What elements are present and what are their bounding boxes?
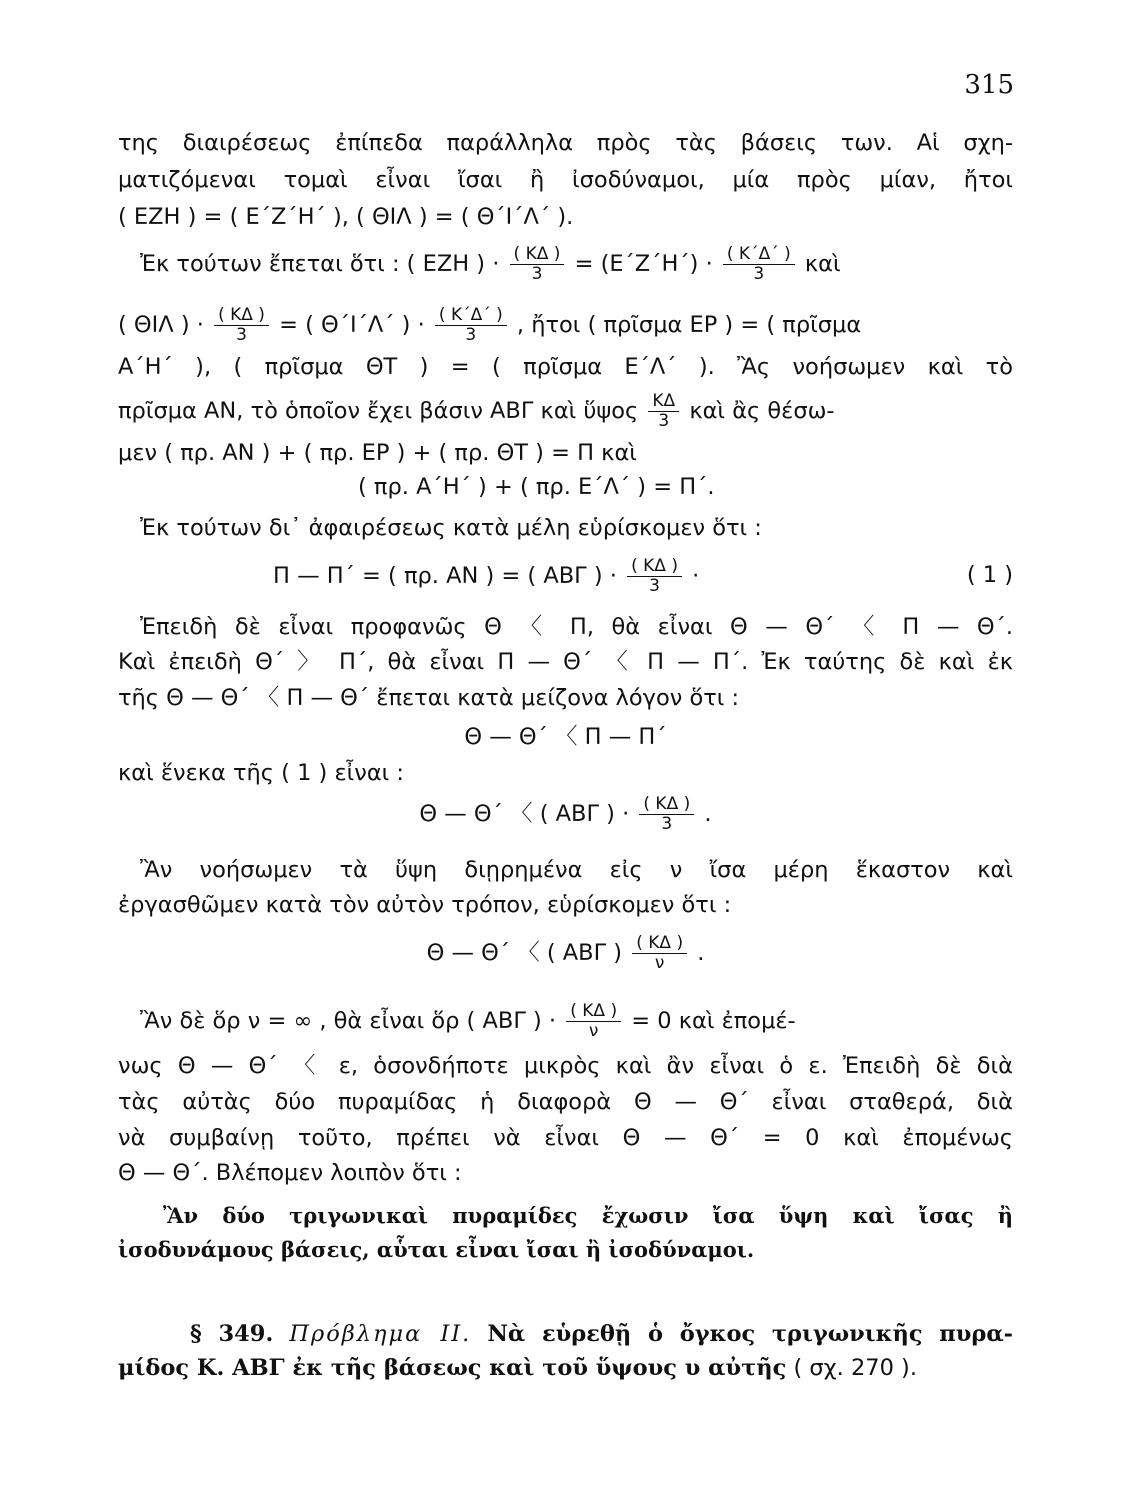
text-line-23: τὰς αὐτὰς δύο πυραμίδας ἡ διαφορὰ Θ — Θ΄ εἶναι σταθερά, διὰ — [118, 1089, 1013, 1115]
text-line-10: Ἐκ τούτων δι᾽ ἀφαιρέσεως κατὰ μέλη εὑρίσκομεν ὅτι : — [140, 515, 762, 541]
fraction-numerator: ( Κ΄Δ΄ ) — [723, 246, 795, 265]
text-line-16: καὶ ἕνεκα τῆς ( 1 ) εἶναι : — [118, 760, 405, 786]
eq17-part-a: Θ — Θ΄ 〈 ( ΑΒΓ ) · — [419, 801, 630, 827]
fraction-denominator: 3 — [661, 814, 673, 834]
line7-part-b: καὶ ἂς θέσω- — [689, 398, 835, 424]
fraction-denominator: 3 — [236, 325, 247, 345]
eq4-part-b: = (Ε΄Ζ΄Η΄) · — [574, 251, 713, 277]
page-number: 315 — [964, 70, 1014, 100]
eq21-part-b: = 0 καὶ ἐπομέ- — [631, 1008, 796, 1034]
text-line-12: Ἐπειδὴ δὲ εἶναι προφανῶς Θ 〈 Π, θὰ εἶναι Θ — Θ΄ 〈 Π — Θ΄. — [140, 614, 1013, 640]
text-line-15: Θ — Θ΄ 〈 Π — Π΄ — [464, 724, 667, 750]
fraction-numerator: ( ΚΔ ) — [214, 307, 269, 326]
fraction-kd-plain-3 — [648, 393, 679, 430]
fraction-denominator: 3 — [658, 411, 670, 431]
fraction-kdp-3 — [723, 246, 795, 283]
fraction-kd-3 — [510, 246, 565, 283]
problem-statement-part-1: Νὰ εὑρεθῇ ὁ ὄγκος τριγωνικῆς πυρα- — [487, 1321, 1014, 1347]
figure-reference: ( σχ. 270 ). — [793, 1355, 917, 1381]
text-line-2: ματιζόμεναι τομαὶ εἶναι ἴσαι ἢ ἰσοδύναμοι, μία πρὸς μίαν, ἤτοι — [118, 167, 1013, 193]
fraction-kdp-3 — [435, 307, 507, 344]
fraction-kd-3 — [639, 796, 694, 833]
fraction-denominator: ν — [654, 953, 665, 973]
theorem-line-1: Ἂν δύο τριγωνικαὶ πυραμίδες ἔχωσιν ἴσα ὕψη καὶ ἴσας ἢ — [163, 1203, 1013, 1228]
text-line-25: Θ — Θ΄. Βλέπομεν λοιπὸν ὅτι : — [118, 1160, 462, 1186]
eq4-part-a: Ἐκ τούτων ἔπεται ὅτι : ( ΕΖΗ ) · — [140, 251, 500, 277]
theorem-line-2: ἰσοδυνάμους βάσεις, αὗται εἶναι ἴσαι ἢ ἰσοδύναμοι. — [118, 1237, 755, 1262]
text-line-14: τῆς Θ — Θ΄ 〈 Π — Θ΄ ἔπεται κατὰ μείζονα λόγον ὅτι : — [118, 685, 740, 711]
fraction-numerator: ( ΚΔ ) — [510, 246, 565, 265]
fraction-denominator: 3 — [531, 264, 543, 284]
text-line-19: ἐργασθῶμεν κατὰ τὸν αὐτὸν τρόπον, εὑρίσκομεν ὅτι : — [118, 892, 732, 918]
fraction-denominator: ν — [588, 1021, 599, 1041]
problem-title: Πρόβλημα ΙΙ. — [289, 1321, 472, 1347]
fraction-numerator: ( ΚΔ ) — [639, 796, 694, 815]
eq4-part-c: καὶ — [804, 251, 841, 277]
eq20-part-a: Θ — Θ΄ 〈 ( ΑΒΓ ) — [426, 940, 623, 966]
problem-statement-line-2 — [118, 1351, 1013, 1385]
eq11-part-a: Π — Π΄ = ( πρ. ΑΝ ) = ( ΑΒΓ ) · — [273, 563, 617, 589]
text-line-8: μεν ( πρ. ΑΝ ) + ( πρ. ΕΡ ) + ( πρ. ΘΤ ) = Π καὶ — [118, 440, 637, 466]
text-line-18: Ἂν νοήσωμεν τὰ ὕψη διῃρημένα εἰς ν ἴσα μέρη ἕκαστον καὶ — [140, 857, 1013, 883]
equation-line-4 — [118, 246, 1013, 283]
fraction-kd-3 — [627, 558, 682, 595]
eq17-part-b: . — [704, 801, 712, 827]
fraction-denominator: 3 — [649, 576, 660, 596]
text-line-24: νὰ συμβαίνῃ τοῦτο, πρέπει νὰ εἶναι Θ — Θ΄ = 0 καὶ ἐπομένως — [118, 1125, 1013, 1151]
eq21-part-a: Ἂν δὲ ὅρ ν = ∞ , θὰ εἶναι ὅρ ( ΑΒΓ ) · — [140, 1008, 557, 1034]
equation-line-20 — [118, 935, 1013, 972]
fraction-numerator: ( ΚΔ ) — [632, 935, 687, 954]
equation-number: ( 1 ) — [966, 562, 1013, 588]
eq5-part-c: , ἤτοι ( πρῖσμα ΕΡ ) = ( πρῖσμα — [516, 312, 862, 338]
fraction-numerator: ΚΔ — [648, 393, 679, 412]
equation-line-17 — [118, 796, 1013, 833]
eq5-part-b: = ( Θ΄Ι΄Λ΄ ) · — [279, 312, 425, 338]
text-line-1: της διαιρέσεως ἐπίπεδα παράλληλα πρὸς τὰς βάσεις των. Αἱ σχη- — [118, 130, 1013, 156]
equation-line-21 — [118, 1003, 1013, 1040]
eq11-part-b: · — [692, 563, 700, 589]
equation-line-5 — [118, 307, 1013, 344]
fraction-kd-3 — [214, 307, 269, 344]
fraction-denominator: 3 — [753, 264, 765, 284]
fraction-kd-nu — [632, 935, 687, 972]
fraction-numerator: ( ΚΔ ) — [627, 558, 682, 577]
fraction-kd-nu — [566, 1003, 621, 1040]
text-line-9: ( πρ. Α΄Η΄ ) + ( πρ. Ε΄Λ΄ ) = Π΄. — [358, 474, 715, 500]
eq20-part-b: . — [697, 940, 705, 966]
eq5-part-a: ( ΘΙΛ ) · — [118, 312, 204, 338]
text-line-3: ( ΕΖΗ ) = ( Ε΄Ζ΄Η΄ ), ( ΘΙΛ ) = ( Θ΄Ι΄Λ΄ ). — [118, 204, 574, 230]
text-line-6: Α΄Η΄ ), ( πρῖσμα ΘΤ ) = ( πρῖσμα Ε΄Λ΄ ). Ἂς νοήσωμεν καὶ τὸ — [118, 354, 1013, 380]
equation-line-11 — [118, 558, 1013, 595]
text-line-7 — [118, 393, 1013, 430]
problem-statement-part-2: μίδος Κ. ΑΒΓ ἐκ τῆς βάσεως καὶ τοῦ ὕψους υ αὐτῆς — [118, 1355, 787, 1381]
fraction-numerator: ( ΚΔ ) — [566, 1003, 621, 1022]
section-number: § 349. — [190, 1321, 274, 1347]
section-heading-line — [118, 1317, 1013, 1351]
line7-part-a: πρῖσμα ΑΝ, τὸ ὁποῖον ἔχει βάσιν ΑΒΓ καὶ ὕψος — [118, 398, 639, 424]
fraction-denominator: 3 — [465, 325, 477, 345]
text-line-13: Καὶ ἐπειδὴ Θ΄ 〉 Π΄, θὰ εἶναι Π — Θ΄ 〈 Π — Π΄. Ἐκ ταύτης δὲ καὶ ἐκ — [118, 649, 1013, 675]
fraction-numerator: ( Κ΄Δ΄ ) — [435, 307, 507, 326]
text-line-22: νως Θ — Θ΄ 〈 ε, ὁσονδήποτε μικρὸς καὶ ἂν εἶναι ὁ ε. Ἐπειδὴ δὲ διὰ — [118, 1053, 1013, 1079]
